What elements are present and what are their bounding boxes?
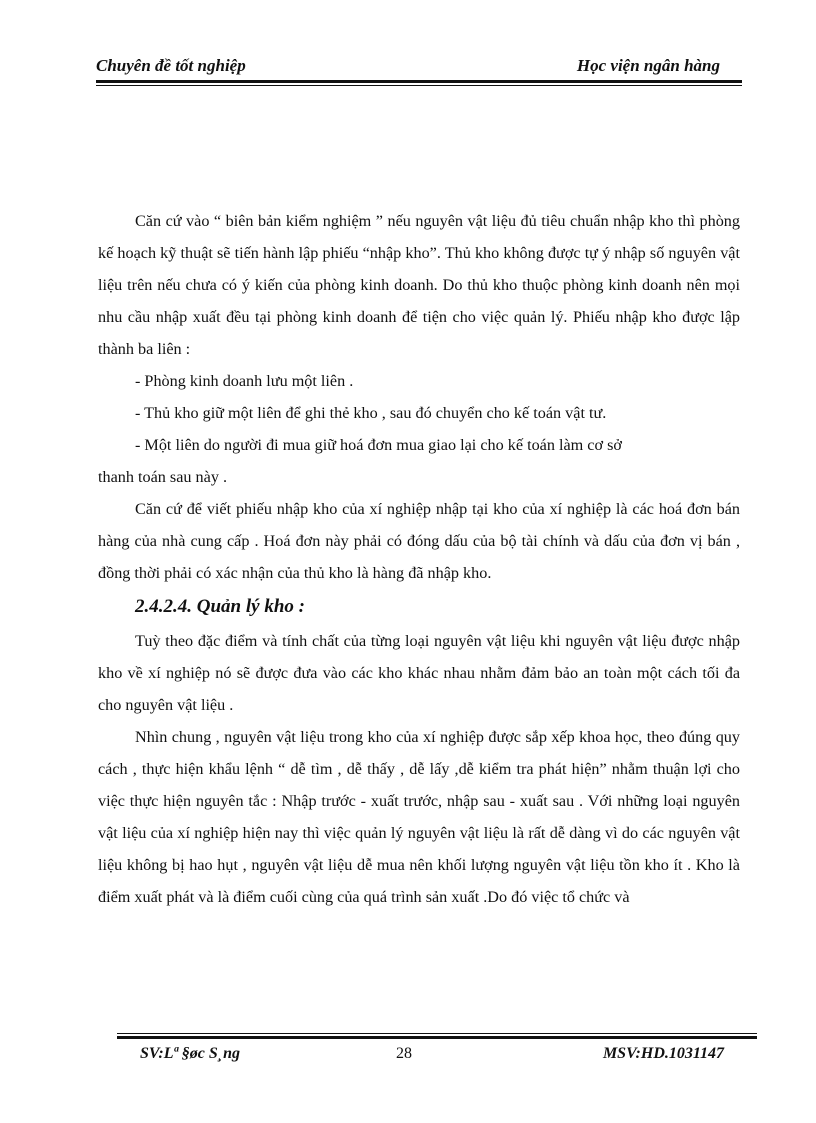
header-rule-thick — [96, 80, 742, 83]
page-body — [98, 205, 740, 913]
paragraph-warehouse-organization: Nhìn chung , nguyên vật liệu trong kho của xí nghiệp được sắp xếp khoa học, theo đúng quy cách , thực hiện khẩu lệnh “ dễ tìm , dễ thấy , dễ lấy ,dễ kiểm tra phát hiện” nhằm thuận lợi cho việc thực hiện nguyên tắc : Nhập trước - xuất trước, nhập sau - xuất sau . Với những loại nguyên vật liệu của xí nghiệp hiện nay thì việc quản lý nguyên vật liệu là rất dễ dàng vì do các nguyên vật liệu không bị hao hụt , nguyên vật liệu dễ mua nên khối lượng nguyên vật liệu tồn kho ít . Kho là điểm xuất phát và là điểm cuối cùng của quá trình sản xuất .Do đó việc tổ chức và — [98, 728, 740, 906]
paragraph-receipt-process: Căn cứ vào “ biên bản kiểm nghiệm ” nếu nguyên vật liệu đủ tiêu chuẩn nhập kho thì phòng kế hoạch kỹ thuật sẽ tiến hành lập phiếu “nhập kho”. Thủ kho không được tự ý nhập số nguyên vật liệu trên nếu chưa có ý kiến của phòng kinh doanh. Do thủ kho thuộc phòng kinh doanh nên mọi nhu cầu nhập xuất đều tại phòng kinh doanh để tiện cho việc quản lý. Phiếu nhập kho được lập thành ba liên : — [98, 212, 740, 358]
footer-rule-thin — [117, 1033, 757, 1034]
list-item: - Một liên do người đi mua giữ hoá đơn mua giao lại cho kế toán làm cơ sở — [135, 436, 622, 454]
list-item-continuation: thanh toán sau này . — [98, 468, 228, 486]
header-document-type: Chuyên đề tốt nghiệp — [96, 56, 246, 75]
paragraph-storage: Tuỳ theo đặc điểm và tính chất của từng loại nguyên vật liệu khi nguyên vật liệu được nhập kho về xí nghiệp nó sẽ được đưa vào các kho khác nhau nhằm đảm bảo an toàn một cách tối đa cho nguyên vật liệu . — [98, 632, 740, 714]
footer-student-name: SV:Lª §øc S¸ng — [140, 1045, 240, 1062]
list-item: - Phòng kinh doanh lưu một liên . — [135, 372, 354, 390]
footer-student-id: MSV:HD.1031147 — [602, 1045, 724, 1062]
page-number: 28 — [396, 1045, 412, 1062]
header-institution: Học viện ngân hàng — [576, 56, 720, 75]
header-rule-thin — [96, 85, 742, 86]
paragraph-invoice-basis: Căn cứ để viết phiếu nhập kho của xí nghiệp nhập tại kho của xí nghiệp là các hoá đơn bán hàng của nhà cung cấp . Hoá đơn này phải có đóng dấu của bộ tài chính và dấu của đơn vị bán , đồng thời phải có xác nhận của thủ kho là hàng đã nhập kho. — [98, 500, 740, 582]
section-heading: 2.4.2.4. Quản lý kho : — [135, 596, 305, 617]
list-item: - Thủ kho giữ một liên để ghi thẻ kho , sau đó chuyển cho kế toán vật tư. — [135, 404, 607, 422]
page-header — [96, 54, 720, 78]
footer-rule-thick — [117, 1036, 757, 1039]
